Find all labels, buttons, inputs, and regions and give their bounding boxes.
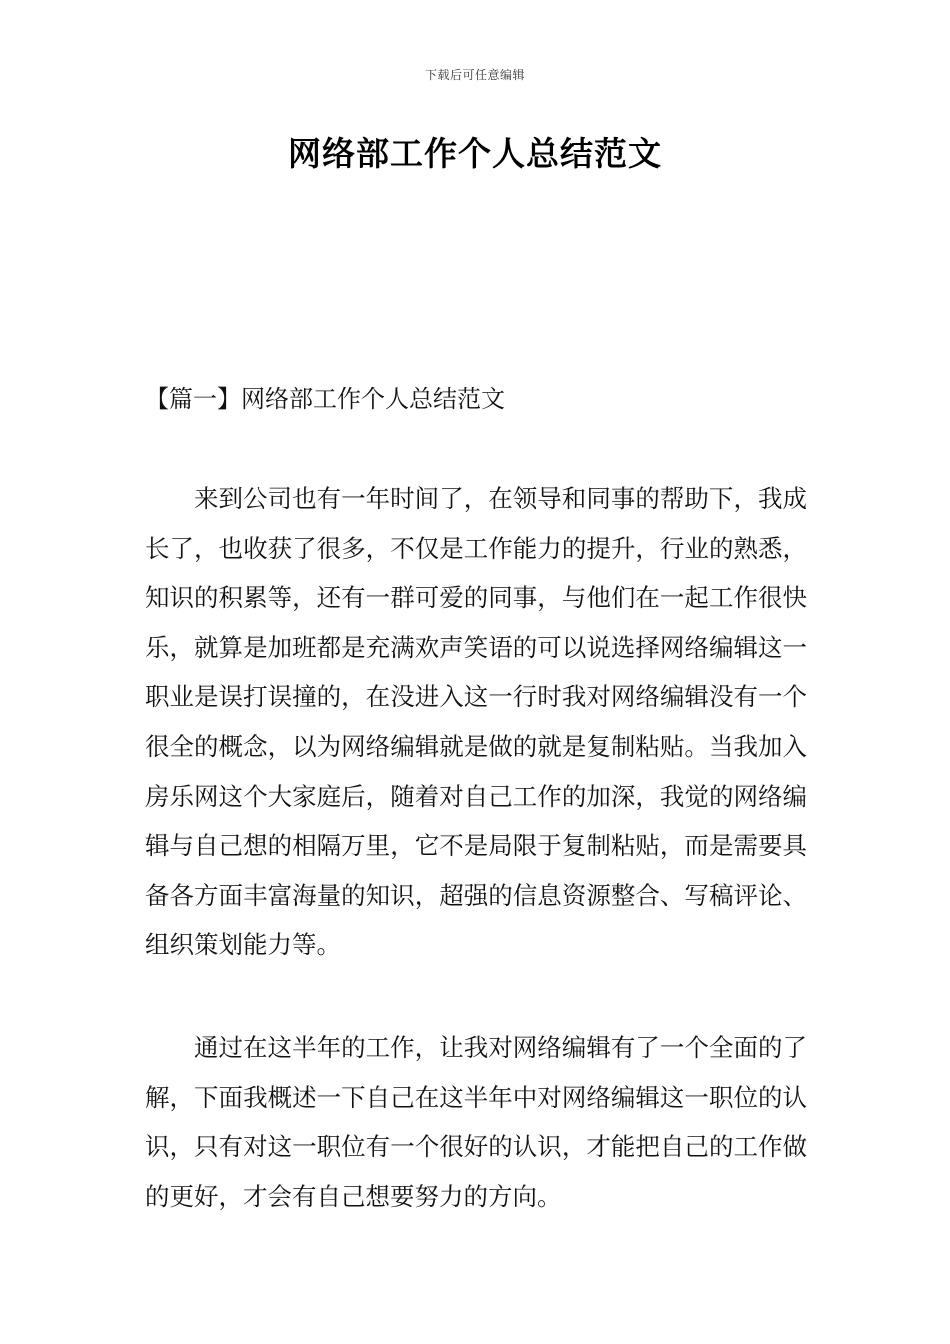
body-paragraph: 来到公司也有一年时间了，在领导和同事的帮助下，我成长了，也收获了很多，不仅是工作能力的提升，行业的熟悉，知识的积累等，还有一群可爱的同事，与他们在一起工作很快乐，就算是加班都是充满欢声笑语的可以说选择网络编辑这一职业是误打误撞的，在没进入这一行时我对网络编辑没有一个很全的概念，以为网络编辑就是做的就是复制粘贴。当我加入房乐网这个大家庭后，随着对自己工作的加深，我觉的网络编辑与自己想的相隔万里，它不是局限于复制粘贴，而是需要具备各方面丰富海量的知识，超强的信息资源整合、写稿评论、组织策划能力等。 — [145, 484, 807, 960]
header-note: 下载后可任意编辑 — [424, 68, 525, 82]
document-title: 网络部工作个人总结范文 — [288, 134, 662, 173]
body-paragraph: 通过在这半年的工作，让我对网络编辑有了一个全面的了解，下面我概述一下自己在这半年中对网络编辑这一职位的认识，只有对这一职位有一个很好的认识，才能把自己的工作做的更好，才会有自己想要努力的方向。 — [145, 1033, 807, 1211]
section-heading: 【篇一】网络部工作个人总结范文 — [145, 385, 505, 413]
